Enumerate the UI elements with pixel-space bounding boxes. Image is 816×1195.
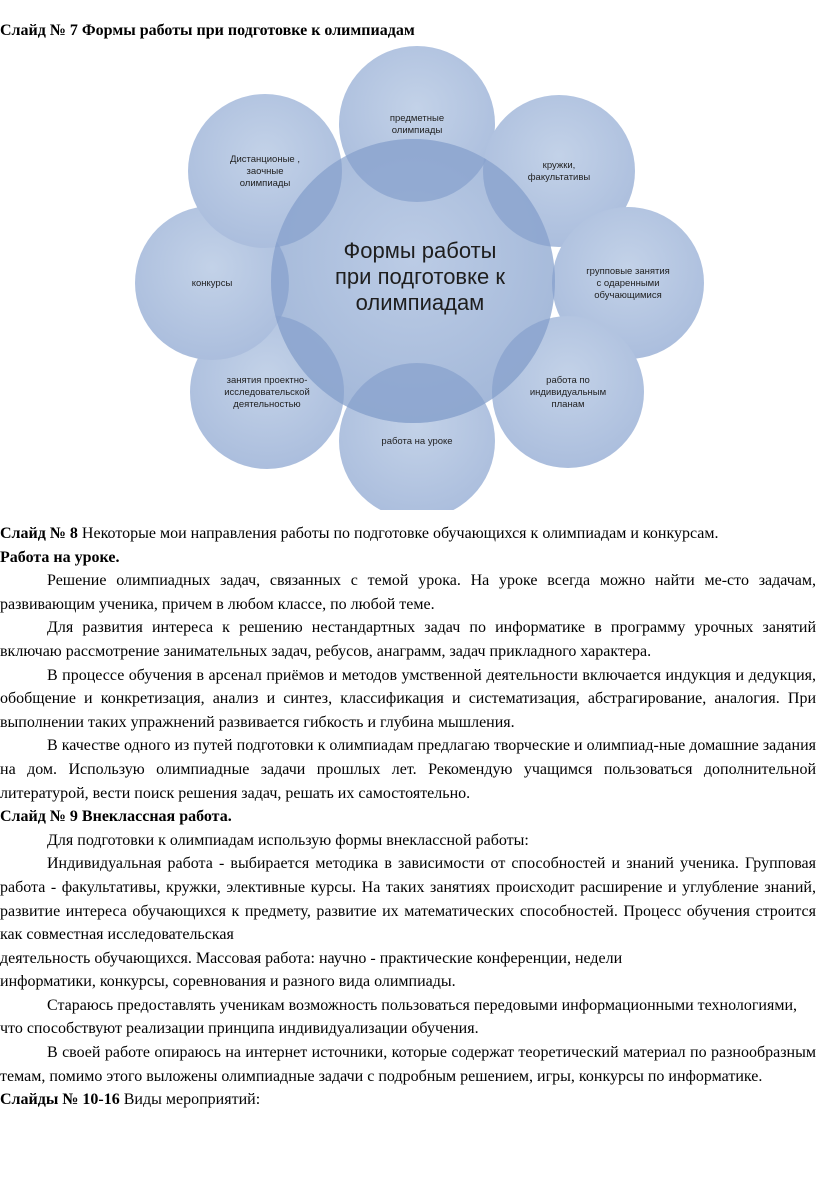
slide9-heading: Слайд № 9 Внеклассная работа.	[0, 808, 232, 826]
slides-paragraph	[0, 1088, 816, 1112]
node-label-6: занятия проектно-исследовательской деятельностью	[224, 375, 310, 410]
slide8-paragraph	[0, 522, 816, 546]
lesson-heading: Работа на уроке.	[0, 548, 120, 566]
paragraph-6: Индивидуальная работа - выбирается методика в зависимости от способностей и знаний ученика. Групповая работа - факультативы, кружки, элективные курсы. На таких занятиях происходит расширение и углубление знаний, развитие интереса обучающихся к предмету, развитие их математических способностей. Процесс обучения строится как совместная исследовательская	[0, 855, 816, 944]
paragraph-4: В качестве одного из путей подготовки к олимпиадам предлагаю творческие и олимпиад-ные домашние задания на дом. Использую олимпиадные задачи прошлых лет. Рекомендую учащимся пользоваться дополнительной литературой, вести поиск решения задач, решать их самостоятельно.	[0, 737, 816, 802]
slide8-label: Слайд № 8	[0, 525, 78, 542]
node-label-8: Дистанционые , заочные олимпиады	[230, 154, 300, 189]
paragraph-7: деятельность обучающихся. Массовая работа: научно - практические конференции, недели	[0, 949, 623, 967]
paragraph-10: В своей работе опираюсь на интернет источники, которые содержат теоретический материал по разнообразным темам, помимо этого выложены олимпиадные задачи с подробным решением, игры, конкурсы по информатике.	[0, 1044, 816, 1085]
slide7-heading: Слайд № 7 Формы работы при подготовке к олимпиадам	[0, 22, 415, 39]
paragraph-3: В процессе обучения в арсенал приёмов и методов умственной деятельности включается индукция и дедукция, обобщение и конкретизация, анализ и синтез, классификация и систематизация, абстрагирование, аналогия. При выполнении таких упражнений развивается гибкость и глубина мышления.	[0, 666, 816, 731]
slide8-text: Некоторые мои направления работы по подготовке обучающихся к олимпиадам и конкурсам.	[77, 525, 719, 542]
paragraph-8: информатики, конкурсы, соревнования и разного вида олимпиады.	[0, 973, 456, 991]
document-body	[0, 522, 816, 1112]
paragraph-2: Для развития интереса к решению нестандартных задач по информатике в программу урочных занятий включаю рассмотрение занимательных задач, ребусов, анаграмм, задач прикладного характера.	[0, 619, 816, 660]
slides-text: Виды мероприятий:	[119, 1091, 261, 1109]
node-label-7: конкурсы	[191, 278, 233, 289]
paragraph-1: Решение олимпиадных задач, связанных с темой урока. На уроке всегда можно найти ме-сто задачам, развивающим ученика, причем в любом классе, по любой теме.	[0, 572, 816, 613]
node-label-5: работа на уроке	[381, 436, 453, 447]
node-label-4: работа по индивидуальным планам	[529, 375, 607, 410]
node-label-2: кружки, факультативы	[527, 160, 591, 183]
paragraph-5: Для подготовки к олимпиадам использую формы внеклассной работы:	[47, 831, 529, 849]
node-label-3: групповые занятия с одаренными обучающимися	[586, 266, 670, 301]
forms-of-work-diagram	[0, 0, 816, 510]
center-label: Формы работы при подготовке к олимпиадам	[335, 238, 505, 315]
node-label-1: предметные олимпиады	[389, 113, 445, 136]
slides-label: Слайды № 10-16	[0, 1091, 120, 1109]
paragraph-9: Стараюсь предоставлять ученикам возможность пользоваться передовыми информационными технологиями, что способствуют реализации принципа индивидуализации обучения.	[0, 996, 798, 1038]
